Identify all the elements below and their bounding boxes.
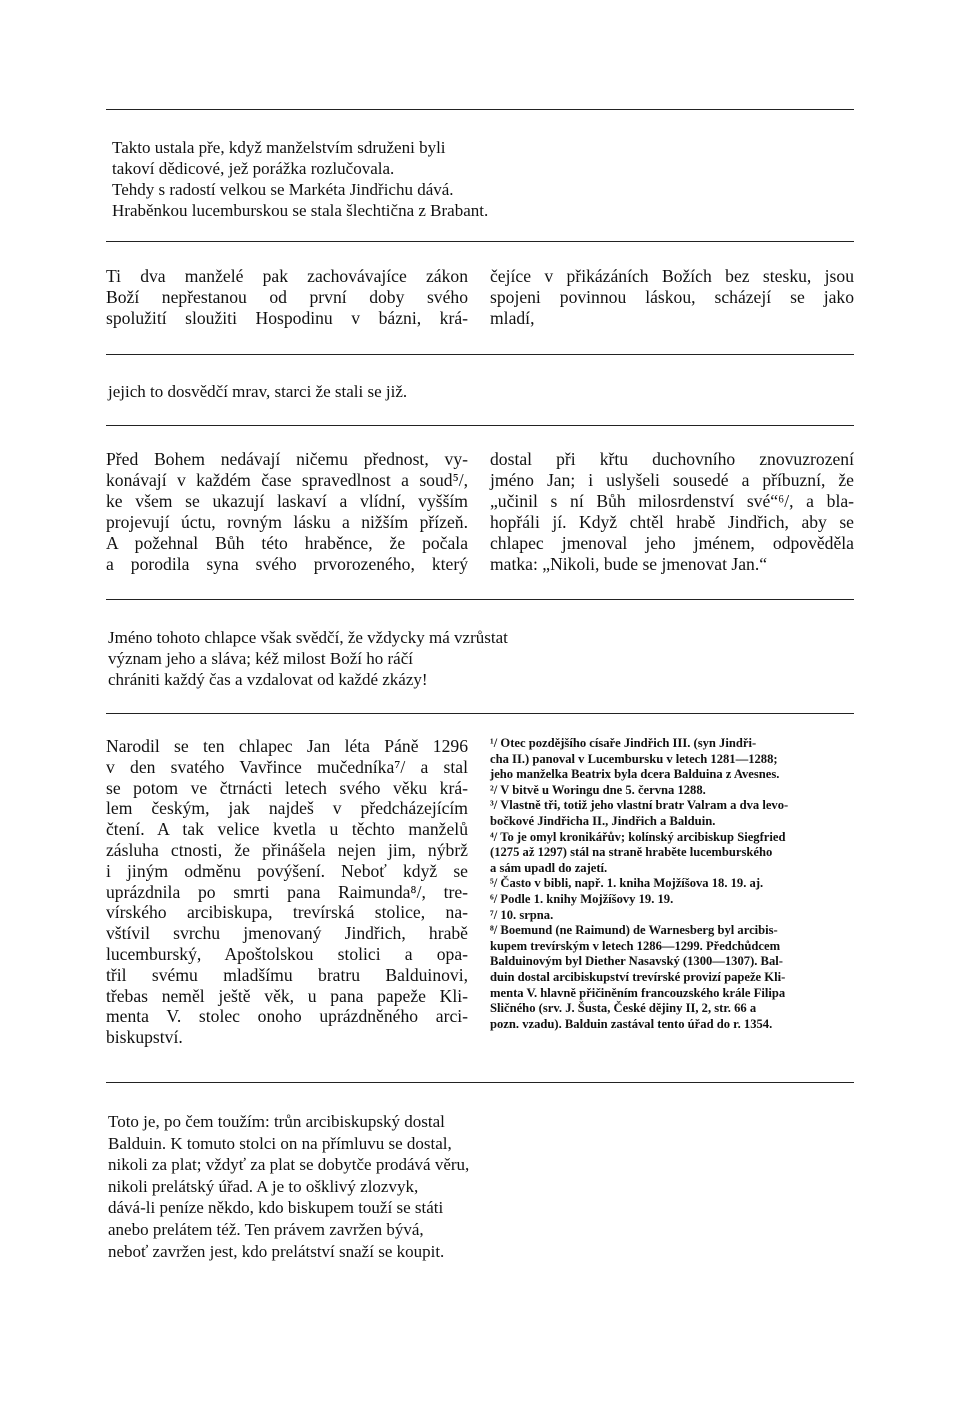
prose-column-left-2 bbox=[106, 449, 468, 575]
divider-rule bbox=[106, 109, 854, 110]
verse-line: anebo prelátem též. Ten právem zavržen bývá, bbox=[108, 1219, 424, 1239]
prose-line: menta V. stolec onoho uprázdněného arci- bbox=[106, 1006, 468, 1027]
footnote-line: duin dostal arcibiskupství trevírské provizí papeže Kli- bbox=[490, 969, 786, 984]
verse-line: Toto je, po čem toužím: trůn arcibiskupský dostal bbox=[108, 1112, 445, 1131]
footnote-line: ⁴/ To je omyl kronikářův; kolínský arcibiskup Siegfried bbox=[490, 829, 786, 844]
verse-line: nikoli prelátský úřad. A je to ošklivý zlozvyk, bbox=[108, 1176, 419, 1196]
footnote-line: ³/ Vlastně tři, totiž jeho vlastní bratr Valram a dva levo- bbox=[490, 798, 789, 813]
prose-line: čejíce v přikázáních Božích bez stesku, jsou bbox=[490, 266, 854, 286]
verse-line: význam jeho a sláva; kéž milost Boží ho ráčí bbox=[108, 649, 413, 668]
prose-line: vírského arcibiskupa, trevírská stolice, na- bbox=[106, 902, 468, 923]
prose-line: spolužití sloužiti Hospodinu v bázni, krá- bbox=[106, 308, 468, 328]
verse-block-1 bbox=[112, 137, 488, 221]
prose-column-left-1 bbox=[106, 266, 468, 329]
prose-line: hopřáli jí. Když chtěl hrabě Jindřich, aby se bbox=[490, 512, 854, 532]
divider-rule bbox=[106, 241, 854, 242]
prose-line: chlapec jmenoval jeho jménem, odpověděla bbox=[490, 533, 854, 553]
footnote-line: (1275 až 1297) stál na straně hraběte lucemburského bbox=[490, 845, 773, 860]
prose-line: i jiným odměnu povýšení. Neboť když se bbox=[106, 860, 468, 881]
prose-line: „učinil s ní Bůh milosrdenství své“⁶/, a bla- bbox=[490, 491, 854, 511]
verse-line: jejich to dosvědčí mrav, starci že stali se již. bbox=[108, 382, 408, 401]
prose-line: projevují úctu, rovným lásku a nižším přízeň. bbox=[106, 512, 468, 532]
prose-line: Boží nepřestanou od první doby svého bbox=[106, 287, 468, 307]
verse-line: takoví dědicové, jež porážka rozlučovala. bbox=[112, 159, 395, 178]
prose-line: Ti dva manželé pak zachovávajíce zákon bbox=[106, 266, 468, 286]
footnote-line: ⁷/ 10. srpna. bbox=[490, 907, 554, 922]
prose-line: lem českým, jak najdeš v předcházejícím bbox=[106, 798, 468, 819]
prose-line: jméno Jan; i uslyšeli sousedé a příbuzní, že bbox=[490, 470, 854, 490]
footnote-line: cha II.) panoval v Lucembursku v letech 1281—1288; bbox=[490, 751, 778, 766]
divider-rule bbox=[106, 1082, 854, 1083]
verse-line: nikoli za plat; vždyť za plat se dobytče prodává věru, bbox=[108, 1155, 470, 1175]
prose-line: v den svatého Vavřince mučedníka⁷/ a stal bbox=[106, 756, 468, 777]
prose-column-right-1 bbox=[490, 266, 854, 329]
verse-line: dává-li peníze někdo, kdo biskupem touží se státi bbox=[108, 1198, 444, 1218]
prose-line: lucemburský, Apoštolskou stolici a opa- bbox=[106, 943, 468, 964]
prose-line: třebas neměl ještě věk, u pana papeže Kli- bbox=[106, 985, 468, 1006]
prose-line: biskupství. bbox=[106, 1027, 183, 1048]
prose-main-column bbox=[106, 736, 468, 1048]
divider-rule bbox=[106, 425, 854, 426]
verse-line: chrániti každý čas a vzdalovat od každé zkázy! bbox=[108, 670, 428, 689]
verse-block-3 bbox=[108, 627, 508, 690]
prose-line: mladí, bbox=[490, 308, 535, 328]
footnote-line: ⁸/ Boemund (ne Raimund) de Warnesberg byl arcibis- bbox=[490, 923, 778, 938]
divider-rule bbox=[106, 713, 854, 714]
prose-line: ke všem se ukazují laskaví a vlídní, vyšším bbox=[106, 491, 468, 511]
footnote-line: pozn. vzadu). Balduin zastával tento úřad do r. 1354. bbox=[490, 1016, 773, 1031]
prose-line: zásluha ctnosti, že přinášela nejen jim, nýbrž bbox=[106, 839, 468, 860]
prose-column-right-2 bbox=[490, 449, 854, 575]
footnote-line: ¹/ Otec pozdějšího císaře Jindřich III. (syn Jindři- bbox=[490, 736, 757, 750]
divider-rule bbox=[106, 354, 854, 355]
footnote-line: jeho manželka Beatrix byla dcera Balduina z Avesnes. bbox=[490, 767, 780, 782]
prose-line: a porodila syna svého prvorozeného, který bbox=[106, 554, 468, 574]
prose-line: uprázdnila po smrti pana Raimunda⁸/, tre- bbox=[106, 881, 468, 902]
prose-line: spojeni povinnou láskou, scházejí se jako bbox=[490, 287, 854, 307]
prose-line: A požehnal Bůh této hraběnce, že počala bbox=[106, 533, 468, 553]
prose-line: Narodil se ten chlapec Jan léta Páně 1296 bbox=[106, 736, 468, 756]
footnote-line: ²/ V bitvě u Woringu dne 5. června 1288. bbox=[490, 782, 706, 797]
prose-line: matka: „Nikoli, bude se jmenovat Jan.“ bbox=[490, 554, 768, 574]
divider-rule bbox=[106, 599, 854, 600]
prose-line: vštívil svrchu jmenovaný Jindřich, hrabě bbox=[106, 923, 468, 944]
footnote-line: Sličného (srv. J. Šusta, České dějiny II, 2, str. 66 a bbox=[490, 1001, 757, 1016]
verse-line: Tehdy s radostí velkou se Markéta Jindřichu dává. bbox=[112, 180, 454, 199]
prose-line: konávají v každém čase spravedlnost a soud⁵/, bbox=[106, 470, 468, 490]
footnote-line: menta V. hlavně přičiněním francouzského krále Filipa bbox=[490, 985, 786, 1000]
prose-line: třil svému mladšímu bratru Balduinovi, bbox=[106, 964, 468, 985]
prose-line: čtení. A tak velice kvetla u těchto manželů bbox=[106, 819, 468, 840]
prose-line: Před Bohem nedávají ničemu přednost, vy- bbox=[106, 449, 468, 469]
verse-line: neboť zavržen jest, kdo prelátství snaží se koupit. bbox=[108, 1241, 445, 1261]
footnote-line: kupem trevírským v letech 1286—1299. Předchůdcem bbox=[490, 938, 781, 953]
verse-line: Takto ustala pře, když manželstvím sdruženi byli bbox=[112, 138, 446, 157]
footnote-line: Balduinovým byl Diether Nasavský (1300—1307). Bal- bbox=[490, 954, 783, 969]
verse-line: Jméno tohoto chlapce však svědčí, že vždycky má vzrůstat bbox=[108, 628, 508, 647]
footnote-line: ⁶/ Podle 1. knihy Mojžíšovy 19. 19. bbox=[490, 891, 674, 906]
prose-line: dostal při křtu duchovního znovuzrození bbox=[490, 449, 854, 469]
footnote-line: ⁵/ Často v bibli, např. 1. kniha Mojžíšova 18. 19. aj. bbox=[490, 876, 764, 891]
verse-line: Balduin. K tomuto stolci on na přímluvu se dostal, bbox=[108, 1133, 452, 1153]
prose-line: se potom ve čtrnácti letech svého věku krá- bbox=[106, 777, 468, 798]
verse-block-4 bbox=[108, 1111, 469, 1262]
footnote-line: a sám upadl do zajetí. bbox=[490, 860, 608, 875]
footnote-line: bočkové Jindřicha II., Jindřich a Balduin. bbox=[490, 813, 716, 828]
verse-block-2 bbox=[108, 381, 407, 402]
footnotes-column bbox=[490, 736, 854, 1032]
verse-line: Hraběnkou lucemburskou se stala šlechtična z Brabant. bbox=[112, 201, 489, 220]
